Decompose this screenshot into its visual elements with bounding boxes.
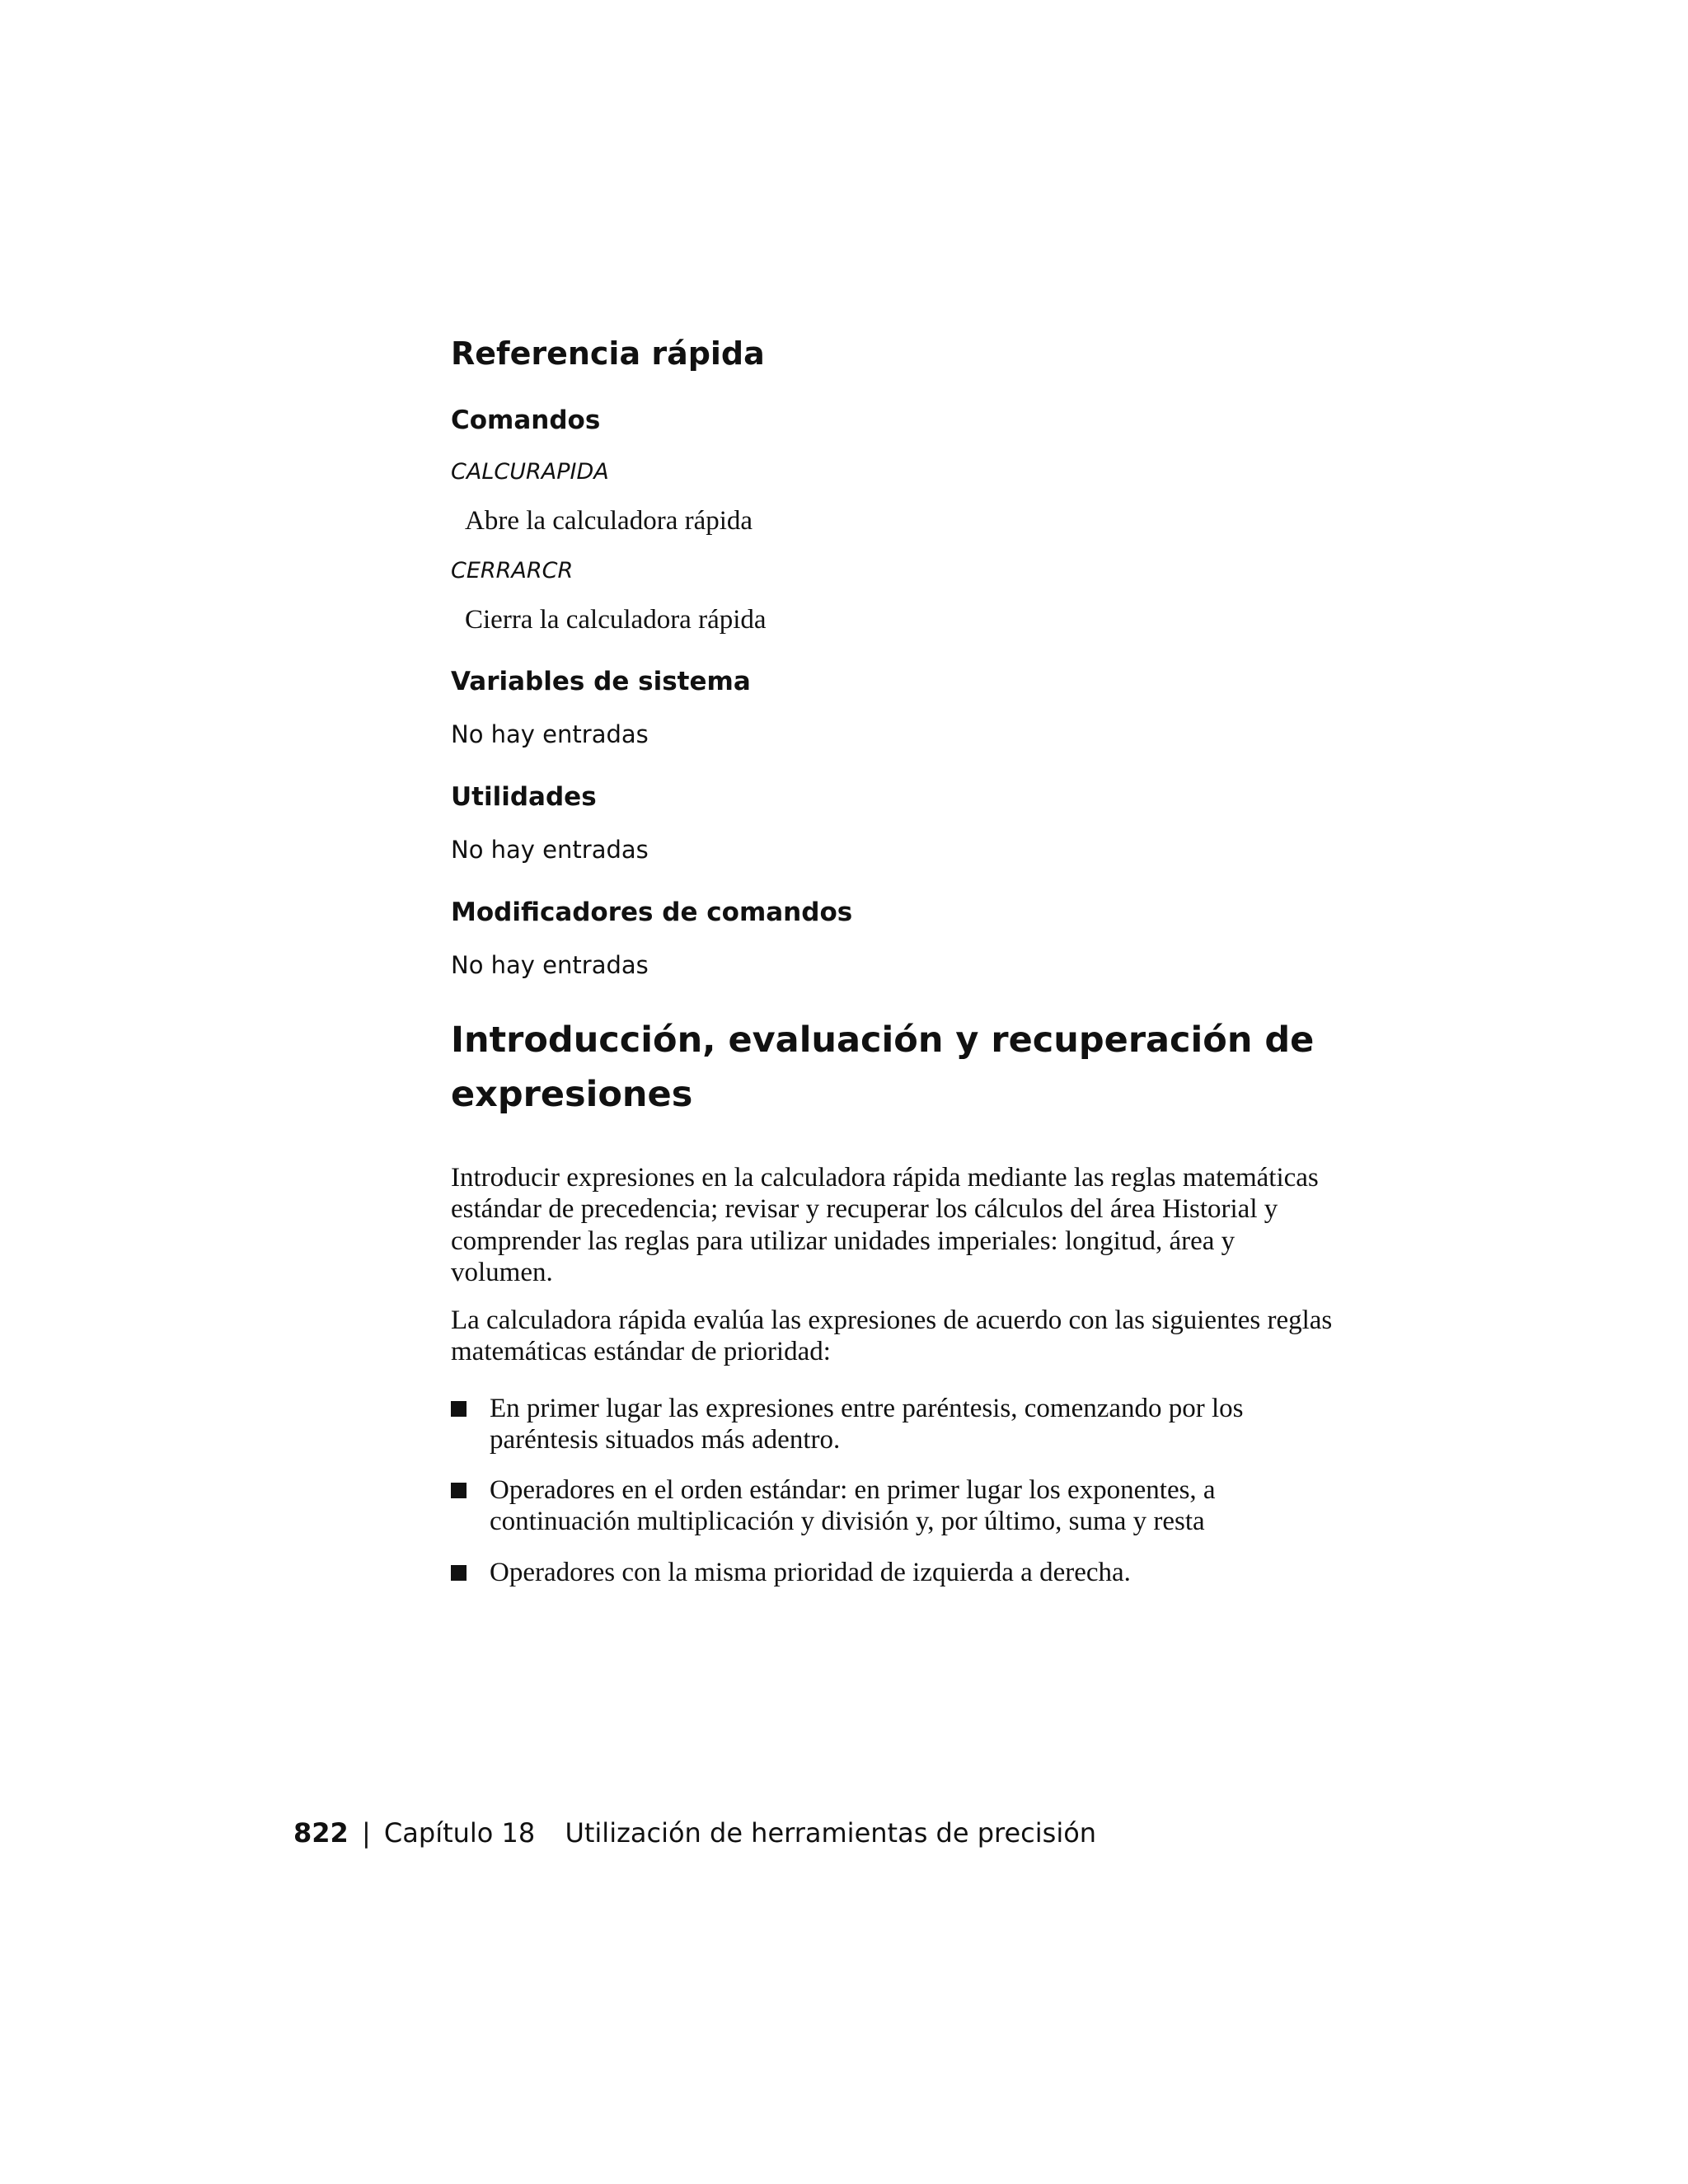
square-bullet-icon bbox=[451, 1483, 467, 1498]
section-title-line2: expresiones bbox=[451, 1074, 693, 1116]
rules-list bbox=[451, 1393, 1357, 1588]
system-variables-text: No hay entradas bbox=[451, 720, 649, 749]
quick-reference-title: Referencia rápida bbox=[451, 335, 765, 372]
page-number: 822 bbox=[293, 1817, 349, 1849]
chapter-label: Capítulo 18 bbox=[383, 1817, 536, 1849]
section-title-line1: Introducción, evaluación y recuperación de bbox=[451, 1019, 1315, 1061]
utilities-text: No hay entradas bbox=[451, 836, 649, 865]
chapter-title: Utilización de herramientas de precisión bbox=[565, 1817, 1097, 1849]
rules-paragraph: La calculadora rápida evalúa las expresiones de acuerdo con las siguientes reglas matemáticas estándar de prioridad: bbox=[451, 1305, 1333, 1367]
command-modifiers-text: No hay entradas bbox=[451, 951, 649, 979]
command-name-cerrarcr: CERRARCR bbox=[451, 557, 574, 583]
page-footer bbox=[293, 1817, 1096, 1849]
square-bullet-icon bbox=[451, 1565, 467, 1581]
section-title bbox=[451, 1013, 1357, 1122]
list-item bbox=[451, 1474, 1355, 1538]
intro-paragraph: Introducir expresiones en la calculadora rápida mediante las reglas matemáticas estándar de precedencia; revisar y recuperar los cálculos del área Historial y comprender las reglas para utilizar unidades imperiales: longitud, área y volumen. bbox=[451, 1163, 1319, 1287]
utilities-heading: Utilidades bbox=[451, 781, 597, 812]
square-bullet-icon bbox=[451, 1401, 467, 1417]
command-modifiers-heading: Modificadores de comandos bbox=[451, 897, 853, 927]
page-content bbox=[451, 336, 1357, 1607]
list-item bbox=[451, 1393, 1355, 1456]
list-item-text: Operadores en el orden estándar: en primer lugar los exponentes, a continuación multiplicación y división y, por último, suma y resta bbox=[490, 1475, 1216, 1537]
footer-separator: | bbox=[361, 1817, 371, 1849]
list-item-text: En primer lugar las expresiones entre paréntesis, comenzando por los paréntesis situados más adentro. bbox=[490, 1393, 1244, 1455]
list-item-text: Operadores con la misma prioridad de izquierda a derecha. bbox=[490, 1557, 1131, 1587]
commands-heading: Comandos bbox=[451, 405, 601, 435]
command-description-calcurapida: Abre la calculadora rápida bbox=[465, 506, 753, 537]
system-variables-heading: Variables de sistema bbox=[451, 666, 751, 696]
list-item bbox=[451, 1557, 1355, 1588]
command-description-cerrarcr: Cierra la calculadora rápida bbox=[465, 605, 767, 635]
command-name-calcurapida: CALCURAPIDA bbox=[451, 458, 609, 485]
